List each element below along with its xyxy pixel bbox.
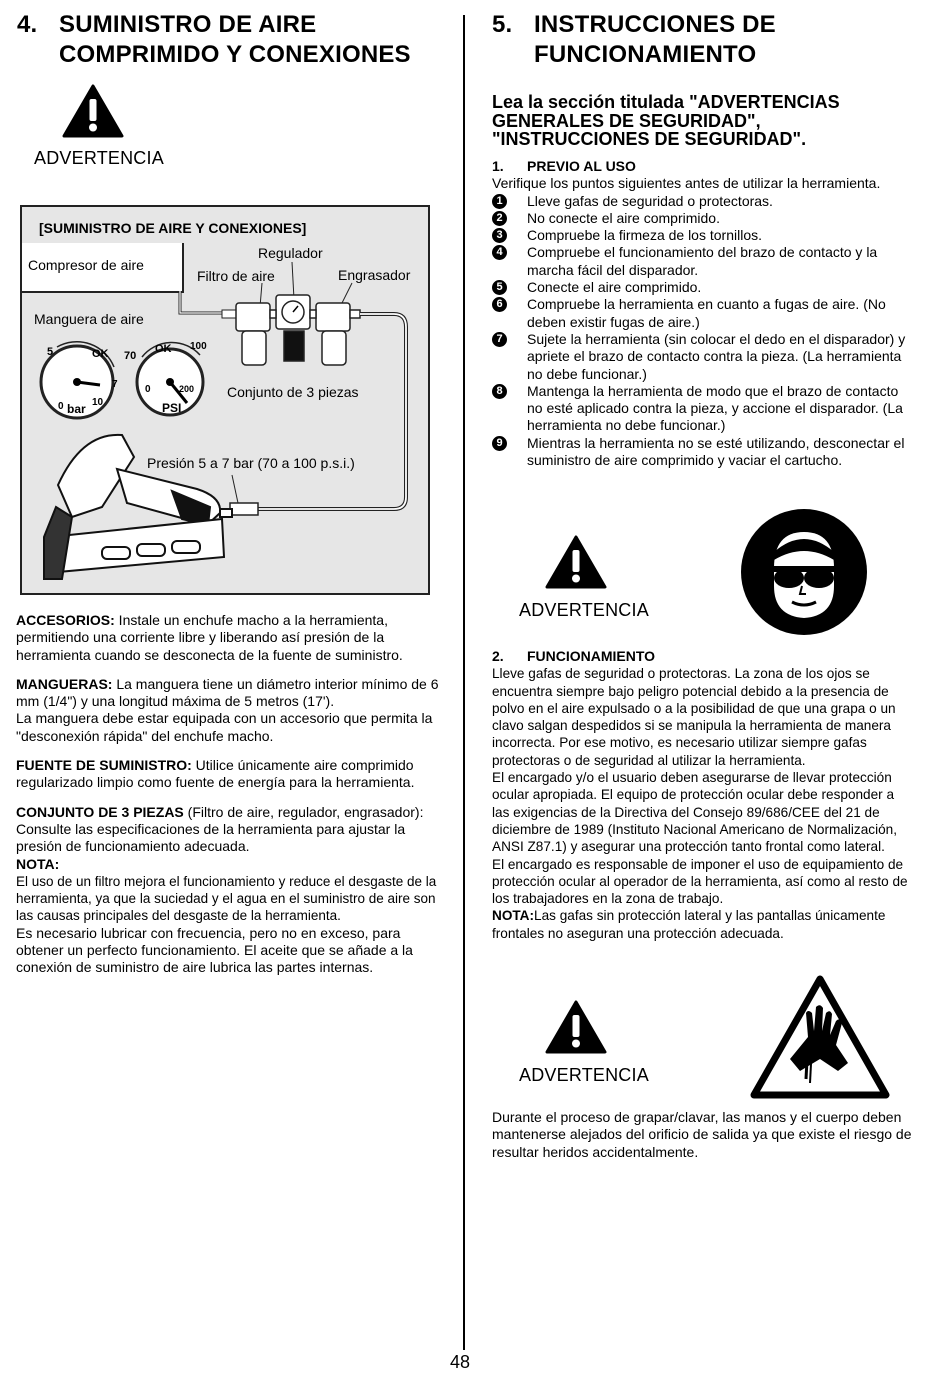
checklist-item <box>492 244 912 279</box>
section-4-title: SUMINISTRO DE AIRE COMPRIMIDO Y CONEXIONES <box>59 11 411 68</box>
column-divider <box>463 15 465 1350</box>
sub1-heading: 1. PREVIO AL USO <box>492 158 636 174</box>
psi-gauge-t70: 70 <box>124 350 137 362</box>
number-bullet-icon: 9 <box>492 436 507 451</box>
checklist-item-text: No conecte el aire comprimido. <box>527 209 720 226</box>
bar-gauge-ok: OK <box>92 348 109 360</box>
checklist-item <box>492 435 912 470</box>
operation-paragraph-3: El encargado es responsable de imponer el uso de equipamiento de protección ocular al operador de la herramienta, así como al resto de los trabajadores en la zona de trabajo. <box>492 856 908 907</box>
checklist-item <box>492 331 912 383</box>
checklist-item-text: Compruebe la herramienta en cuanto a fugas de aire. (No deben existir fugas de aire.) <box>527 296 886 330</box>
section-4-heading <box>17 10 457 72</box>
number-bullet-icon: 6 <box>492 297 507 312</box>
nota-text-2: Es necesario lubricar con frecuencia, pero no en exceso, para obtener un perfecto funcionamiento. El aceite que se añade a la conexión de suministro de aire lubrica las partes internas. <box>16 924 413 976</box>
lubricator-label: Engrasador <box>338 267 411 283</box>
warning-label: ADVERTENCIA <box>519 1065 649 1085</box>
bar-gauge-t0: 0 <box>58 401 64 412</box>
warning-triangle-icon <box>545 1000 607 1054</box>
number-bullet-icon: 8 <box>492 384 507 399</box>
operation-section <box>492 648 912 942</box>
safety-intro: Lea la sección titulada "ADVERTENCIAS GENERALES DE SEGURIDAD", "INSTRUCCIONES DE SEGURIDAD". <box>492 92 840 149</box>
eye-protection-icon <box>740 508 868 636</box>
diagram-title: [SUMINISTRO DE AIRE Y CONEXIONES] <box>39 220 307 236</box>
page-number: 48 <box>450 1352 471 1372</box>
bar-gauge-t5: 5 <box>47 346 54 358</box>
number-bullet-icon: 2 <box>492 211 507 226</box>
fuente-paragraph: FUENTE DE SUMINISTRO: Utilice únicamente aire comprimido regularizado limpio como fuente de energía para la herramienta. <box>16 757 415 791</box>
number-bullet-icon: 4 <box>492 245 507 260</box>
final-warning-text: Durante el proceso de grapar/clavar, las manos y el cuerpo deben mantenerse alejados del orificio de salida ya que existe el riesgo de resultar heridos accidentalmente. <box>492 1109 912 1160</box>
frl-unit <box>236 295 360 365</box>
unit-label: Conjunto de 3 piezas <box>227 384 359 400</box>
psi-gauge-t200: 200 <box>179 384 195 394</box>
checklist-item <box>492 210 912 227</box>
psi-gauge-t100: 100 <box>190 341 207 352</box>
checklist-item-text: Mientras la herramienta no se esté utilizando, desconectar el suministro de aire comprimido y vaciar el cartucho. <box>527 434 905 469</box>
number-bullet-icon: 1 <box>492 194 507 209</box>
checklist-item-text: Compruebe la firmeza de los tornillos. <box>527 227 762 244</box>
pre-use-checklist <box>492 193 912 470</box>
air-supply-diagram <box>20 205 430 595</box>
accesorios-paragraph: ACCESORIOS: Instale un enchufe macho a la herramienta, permitiendo una corriente libre y liberando así presión de la herramienta cuando se desconecta de la fuente de suministro. <box>16 612 403 663</box>
bar-gauge-unit: bar <box>67 402 86 416</box>
regulator-label: Regulador <box>258 245 323 261</box>
checklist-item-text: Compruebe el funcionamiento del brazo de contacto y la marcha fácil del disparador. <box>527 244 878 278</box>
psi-gauge-unit: PSI <box>162 401 182 415</box>
psi-gauge-t0: 0 <box>145 384 151 395</box>
diagram-drawing <box>22 207 428 593</box>
number-bullet-icon: 3 <box>492 228 507 243</box>
nailer-tool-drawing <box>44 435 232 579</box>
section-5-number: 5. <box>492 11 513 38</box>
psi-gauge-ok: OK <box>155 343 172 355</box>
conjunto-paragraph: CONJUNTO DE 3 PIEZAS (Filtro de aire, regulador, engrasador): Consulte las especificaciones de la herramienta para ajustar la presión de funcionamiento adecuada. <box>16 803 424 855</box>
section-5-title: INSTRUCCIONES DE FUNCIONAMIENTO <box>534 11 776 68</box>
warning-triangle-icon <box>62 84 124 138</box>
warning-label: ADVERTENCIA <box>519 600 649 620</box>
checklist-item <box>492 193 912 210</box>
checklist-item-text: Conecte el aire comprimido. <box>527 279 702 296</box>
checklist-item <box>492 296 912 331</box>
hand-injury-warning-icon <box>750 975 890 1100</box>
checklist-item <box>492 383 912 435</box>
checklist-item-text: Sujete la herramienta (sin colocar el dedo en el disparador) y apriete el brazo de contacto contra la pieza. (La herramienta no debe funcionar.) <box>527 330 906 382</box>
pre-use-section <box>492 158 912 469</box>
warning-triangle-icon <box>545 535 607 589</box>
filter-label: Filtro de aire <box>197 268 275 284</box>
bar-gauge-t10: 10 <box>92 397 104 408</box>
section-4-number: 4. <box>17 11 38 38</box>
mangueras-paragraph: MANGUERAS: La manguera tiene un diámetro interior mínimo de 6 mm (1/4") y una longitud máxima de 5 metros (17'). La manguera debe estar equipada con un accesorio que permita la "desconexión rápida" del enchufe macho. <box>16 675 439 744</box>
checklist-item-text: Mantenga la herramienta de modo que el brazo de contacto no esté aplicado contra la pieza, y accione el disparador. (La herramienta no debe funcionar.) <box>527 382 903 434</box>
compressor-label: Compresor de aire <box>28 257 144 273</box>
hose-label: Manguera de aire <box>34 311 144 327</box>
sub1-lead: Verifique los puntos siguientes antes de utilizar la herramienta. <box>492 175 881 192</box>
operation-nota: NOTA:Las gafas sin protección lateral y las pantallas únicamente frontales no aseguran una protección adecuada. <box>492 908 886 941</box>
operation-paragraph-2: El encargado y/o el usuario deben asegurarse de llevar protección ocular apropiada. El equipo de protección ocular debe responder a las exigencias de la Directiva del Consejo 89/686/CEE del 21 de diciembre de 1989 (Instituto Nacional Americano de Normalización, ANSI Z87.1) y asegurar una protección tanto frontal como lateral. <box>492 770 897 855</box>
sub2-heading: 2. FUNCIONAMIENTO <box>492 648 656 664</box>
warning-label: ADVERTENCIA <box>34 148 164 168</box>
checklist-item <box>492 279 912 296</box>
checklist-item <box>492 227 912 244</box>
number-bullet-icon: 7 <box>492 332 507 347</box>
left-body-text <box>16 612 440 977</box>
nota-text: El uso de un filtro mejora el funcionamiento y reduce el desgaste de la herramienta, ya que la suciedad y el agua en el suministro de aire son las causas principales del desgaste de la herramienta. <box>16 873 437 924</box>
checklist-item-text: Lleve gafas de seguridad o protectoras. <box>527 192 773 209</box>
section-5-heading <box>492 10 932 72</box>
number-bullet-icon: 5 <box>492 280 507 295</box>
nota-label: NOTA: <box>16 855 60 872</box>
operation-paragraph-1: Lleve gafas de seguridad o protectoras. La zona de los ojos se encuentra siempre bajo peligro potencial debido a la presencia de polvo en el aire expulsado o a la posibilidad de que una grapa o un clavo salgan despedidos si se manipula la herramienta de manera incorrecta. Por ese motivo, es necesario utilizar siempre gafas protectoras o de seguridad al utilizar la herramienta. <box>492 666 896 768</box>
bar-gauge-t7: 7 <box>112 379 118 390</box>
pressure-label: Presión 5 a 7 bar (70 a 100 p.s.i.) <box>147 455 355 471</box>
